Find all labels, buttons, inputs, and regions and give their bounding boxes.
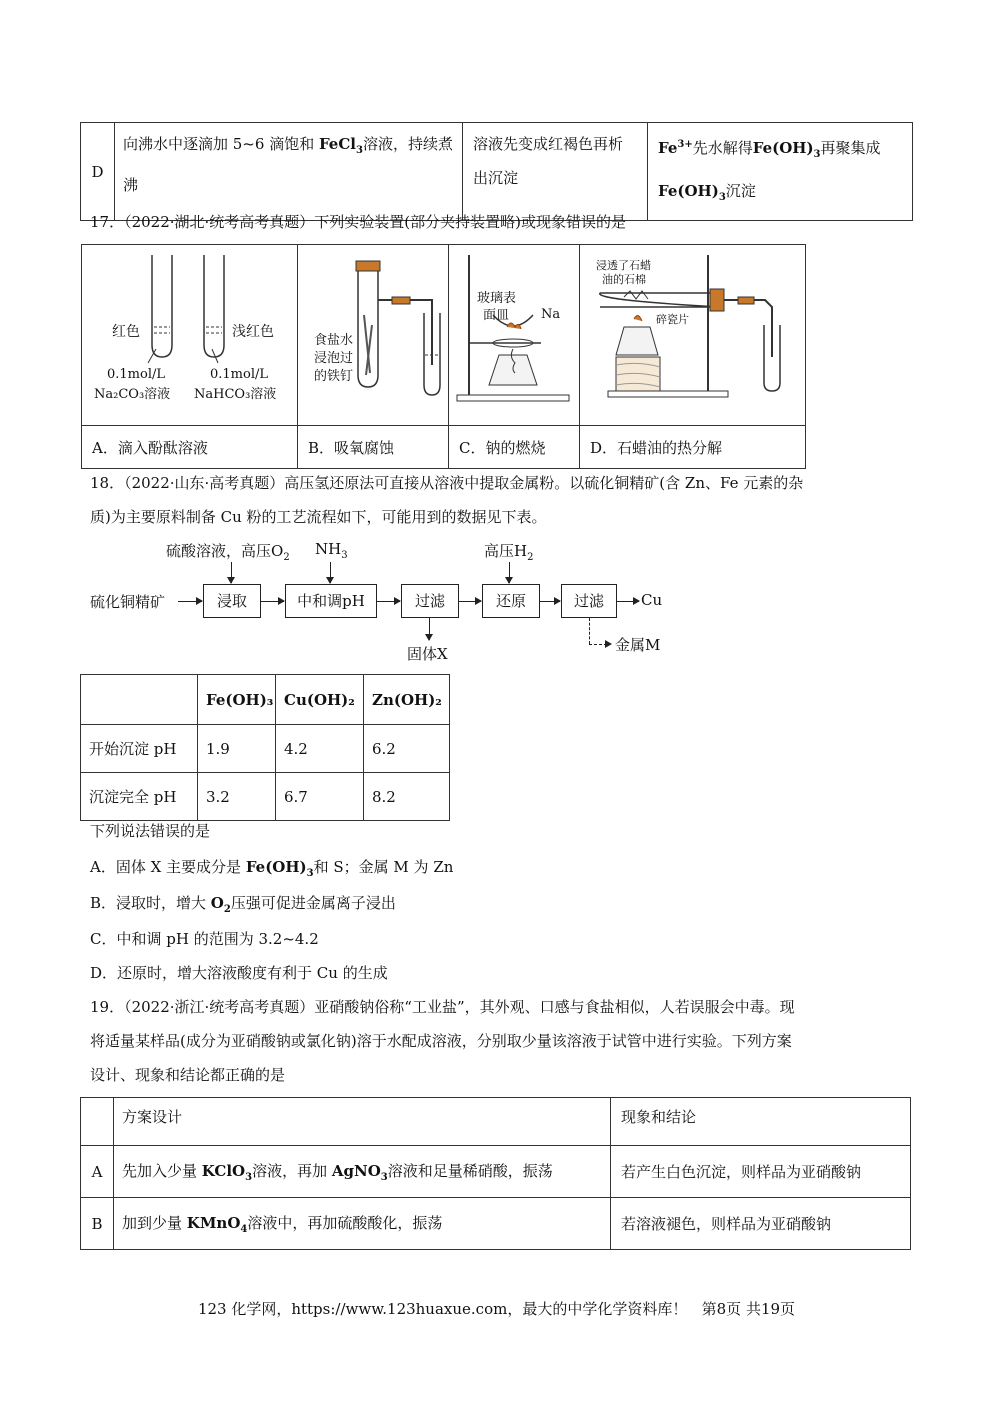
reagent-3: 高压$H_2$ (484, 542, 534, 563)
q19-row-b-result: 若溶液褪色，则样品为亚硝酸钠 (611, 1198, 911, 1250)
cell-complete-zn: 8.2 (364, 773, 450, 821)
flow-solid-x: 固体X (407, 645, 448, 663)
salt-water-label: 食盐水 (314, 333, 354, 348)
q17-panel-b (298, 245, 449, 426)
q18-stem-line1: 18．（2022·山东·高考真题）高压氢还原法可直接从溶液中提取金属粉。以硫化铜精矿(含 Zn、Fe 元素的杂 (90, 474, 804, 492)
q17-option-b: B．吸氧腐蚀 (298, 426, 449, 469)
reagent-2: $NH_3$ (315, 540, 348, 561)
q19-row-a-result: 若产生白色沉淀，则样品为亚硝酸钠 (611, 1146, 911, 1198)
flow-input: 硫化铜精矿 (90, 593, 166, 611)
q17-option-a: A．滴入酚酞溶液 (82, 426, 298, 469)
iron-nail-label: 的铁钉 (314, 369, 354, 384)
cell-complete-cu: 6.7 (276, 773, 364, 821)
q18-option-d: D．还原时，增大溶液酸度有利于 Cu 的生成 (90, 964, 388, 982)
row-d-operation: 向沸水中逐滴加 5~6 滴饱和 FeCl$_3$溶液，持续煮沸 (115, 123, 463, 221)
header-cu-oh2: Cu(OH)₂ (276, 675, 364, 725)
row-start-label: 开始沉淀 pH (81, 725, 198, 773)
q18-option-a: A．固体 X 主要成分是 $Fe(OH)_3$和 S；金属 M 为 Zn (90, 858, 454, 879)
cell-start-fe: 1.9 (198, 725, 276, 773)
q17-option-c: C．钠的燃烧 (449, 426, 580, 469)
cell-start-cu: 4.2 (276, 725, 364, 773)
right-conc-label: 0.1mol/L (210, 367, 268, 382)
asbestos-label-2: 油的石棉 (602, 273, 646, 286)
porcelain-label: 碎瓷片 (656, 313, 689, 326)
q18-data-table (80, 674, 450, 821)
left-conc-label: 0.1mol/L (107, 367, 165, 382)
watch-glass-label: 玻璃表 (477, 291, 517, 306)
q19-row-a-design: 先加入少量 KClO$_3$溶液，再加 AgNO$_3$溶液和足量稀硝酸，振荡 (114, 1146, 611, 1198)
step-filter-2: 过滤 (561, 584, 617, 618)
sodium-burning-illustration (449, 245, 579, 425)
q19-stem-line2: 将适量某样品(成分为亚硝酸钠或氯化钠)溶于水配成溶液，分别取少量该溶液于试管中进行实验。下列方案 (90, 1032, 792, 1050)
reagent-1: 硫酸溶液，高压$O_2$ (166, 542, 290, 563)
q17-stem: 17．（2022·湖北·统考高考真题）下列实验装置(部分夹持装置略)或现象错误的是 (90, 213, 627, 231)
q19-table (80, 1097, 911, 1250)
left-solution-label: Na₂CO₃溶液 (94, 387, 171, 402)
header-zn-oh2: Zn(OH)₂ (364, 675, 450, 725)
q19-stem-line1: 19．（2022·浙江·统考高考真题）亚硝酸钠俗称“工业盐”，其外观、口感与食盐相似，人若误服会中毒。现 (90, 998, 795, 1016)
q19-row-a-letter: A (81, 1146, 114, 1198)
sodium-label: Na (541, 307, 561, 322)
step-filter-1: 过滤 (401, 584, 459, 618)
red-color-label: 红色 (112, 324, 140, 340)
step-leach: 浸取 (203, 584, 261, 618)
q19-corner (81, 1098, 114, 1146)
q18-option-c: C．中和调 pH 的范围为 3.2~4.2 (90, 930, 319, 948)
cell-start-zn: 6.2 (364, 725, 450, 773)
q18-option-b: B．浸取时，增大 $O_2$压强可促进金属离子浸出 (90, 894, 396, 915)
q17-option-d: D．石蜡油的热分解 (580, 426, 806, 469)
q18-question: 下列说法错误的是 (90, 822, 211, 840)
watch-glass-label-2: 面皿 (483, 308, 510, 323)
q19-row-b-design: 加到少量 KMnO$_4$溶液中，再加硫酸酸化，振荡 (114, 1198, 611, 1250)
cell-complete-fe: 3.2 (198, 773, 276, 821)
q17-panel-d (580, 245, 806, 426)
light-red-color-label: 浅红色 (232, 324, 274, 340)
q17-figure-table (81, 244, 806, 469)
row-complete-label: 沉淀完全 pH (81, 773, 198, 821)
header-fe-oh3: Fe(OH)₃ (198, 675, 276, 725)
q19-header-design: 方案设计 (114, 1098, 611, 1146)
row-d-table (80, 122, 913, 221)
right-solution-label: NaHCO₃溶液 (194, 387, 277, 402)
table-corner (81, 675, 198, 725)
row-d-phenomenon: 溶液先变成红褐色再析出沉淀 (463, 123, 648, 221)
q19-stem-line3: 设计、现象和结论都正确的是 (90, 1066, 286, 1084)
q18-stem-line2: 质)为主要原料制备 Cu 粉的工艺流程如下，可能用到的数据见下表。 (90, 508, 547, 526)
q19-row-b-letter: B (81, 1198, 114, 1250)
asbestos-label: 浸透了石蜡 (596, 259, 651, 272)
q19-header-result: 现象和结论 (611, 1098, 911, 1146)
flow-metal-m: 金属M (615, 636, 661, 654)
soaked-label: 浸泡过 (314, 351, 354, 366)
page-footer: 123 化学网，https://www.123huaxue.com，最大的中学化学资料库！ 第8页 共19页 (197, 1300, 796, 1318)
step-reduce: 还原 (482, 584, 540, 618)
row-d-conclusion: $Fe^{3+}$先水解得$Fe(OH)_3$再聚集成 $Fe(OH)_3$沉淀 (648, 123, 913, 221)
q17-panel-c (449, 245, 580, 426)
row-d-letter: D (81, 123, 115, 221)
flow-product: Cu (641, 591, 663, 609)
step-neutralize: 中和调pH (285, 584, 377, 618)
q17-panel-a (82, 245, 298, 426)
